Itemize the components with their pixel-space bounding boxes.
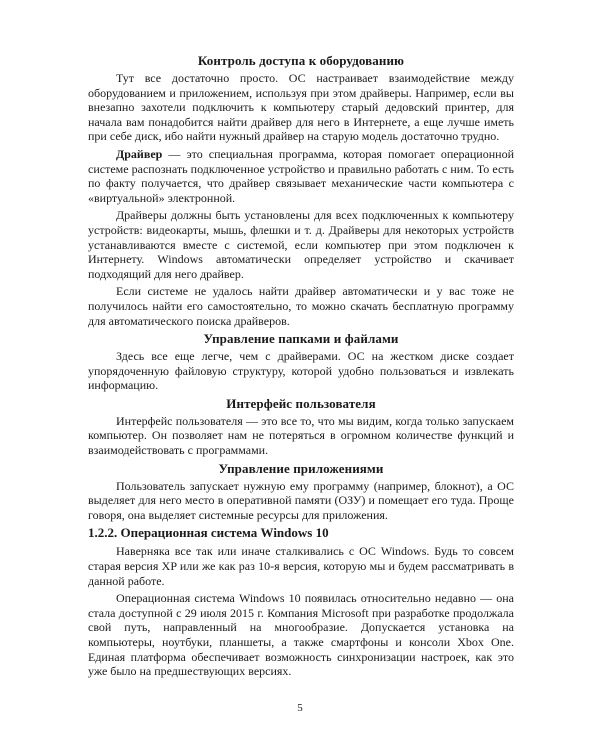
- section-app-management: [88, 461, 514, 523]
- paragraph: Наверняка все так или иначе сталкивались с ОС Windows. Будь то совсем старая версия XP или же как раз 10-я версия, которую мы и будем рассматривать в данной работе.: [88, 544, 514, 588]
- section-heading: Интерфейс пользователя: [226, 395, 376, 411]
- paragraph: Интерфейс пользователя — это все то, что мы видим, когда только запускаем компьютер. Он позволяет нам не потеряться в огромном количестве функций и взаимодействовать с программами.: [88, 413, 514, 458]
- paragraph-driver-definition: [88, 147, 514, 205]
- paragraph: Пользователь запускает нужную ему программу (например, блокнот), а ОС выделяет для него место в оперативной памяти (ОЗУ) и помещает его туда. Проще говоря, она выделяет системные ресурсы для приложения.: [88, 478, 514, 522]
- section-windows-10: [88, 525, 514, 678]
- section-user-interface: [88, 396, 514, 458]
- page-content: [88, 50, 514, 679]
- paragraph: Тут все достаточно просто. ОС настраивает взаимодействие между оборудованием и приложением, используя при этом драйверы. Например, если вы внезапно захотели подключить к компьютеру старый дедовский принтер, для начала вам понадобится найти драйвер для него в Интернете, а еще лучше иметь при себе диск, ибо найти нужный драйвер на старую модель достаточно трудно.: [88, 71, 514, 144]
- paragraph: Операционная система Windows 10 появилась относительно недавно — она стала доступной с 29 июля 2015 г. Компания Microsoft при разработке продолжала свой путь, направленный на многообразие. Допускается установка на компьютеры, ноутбуки, планшеты, а также смартфоны и консоли Xbox One. Единая платформа обеспечивает возможность синхронизации настроек, как это уже было на предшествующих версиях.: [88, 591, 514, 679]
- paragraph: Здесь все еще легче, чем с драйверами. ОС на жестком диске создает упорядоченную файловую структуру, которой удобно пользоваться и извлекать информацию.: [88, 349, 514, 393]
- section-file-management: [88, 331, 514, 393]
- subsection-heading: 1.2.2. Операционная система Windows 10: [88, 525, 329, 541]
- page-number: 5: [297, 702, 303, 714]
- driver-definition-text: — это специальная программа, которая помогает операционной системе распознать подключенное устройство и правильно работать с ним. То есть по факту получается, что драйвер связывает механические части компьютера с «виртуальной» электронной.: [88, 146, 514, 205]
- paragraph: Драйверы должны быть установлены для всех подключенных к компьютеру устройств: видеокарты, мышь, флешки и т. д. Драйверы для некоторых устройств устанавливаются вместе с системой, если компьютер при этом подключен к Интернету. Windows автоматически определяет устройство и скачивает подходящий для него драйвер.: [88, 208, 514, 281]
- section-heading: Управление папками и файлами: [203, 331, 399, 347]
- section-heading: Управление приложениями: [218, 460, 384, 476]
- paragraph: Если системе не удалось найти драйвер автоматически и у вас тоже не получилось найти его самостоятельно, то можно скачать бесплатную программу для автоматического поиска драйверов.: [88, 284, 514, 328]
- term-driver: Драйвер: [116, 146, 163, 161]
- section-heading: Контроль доступа к оборудованию: [197, 53, 405, 68]
- section-hardware-access: [88, 53, 514, 328]
